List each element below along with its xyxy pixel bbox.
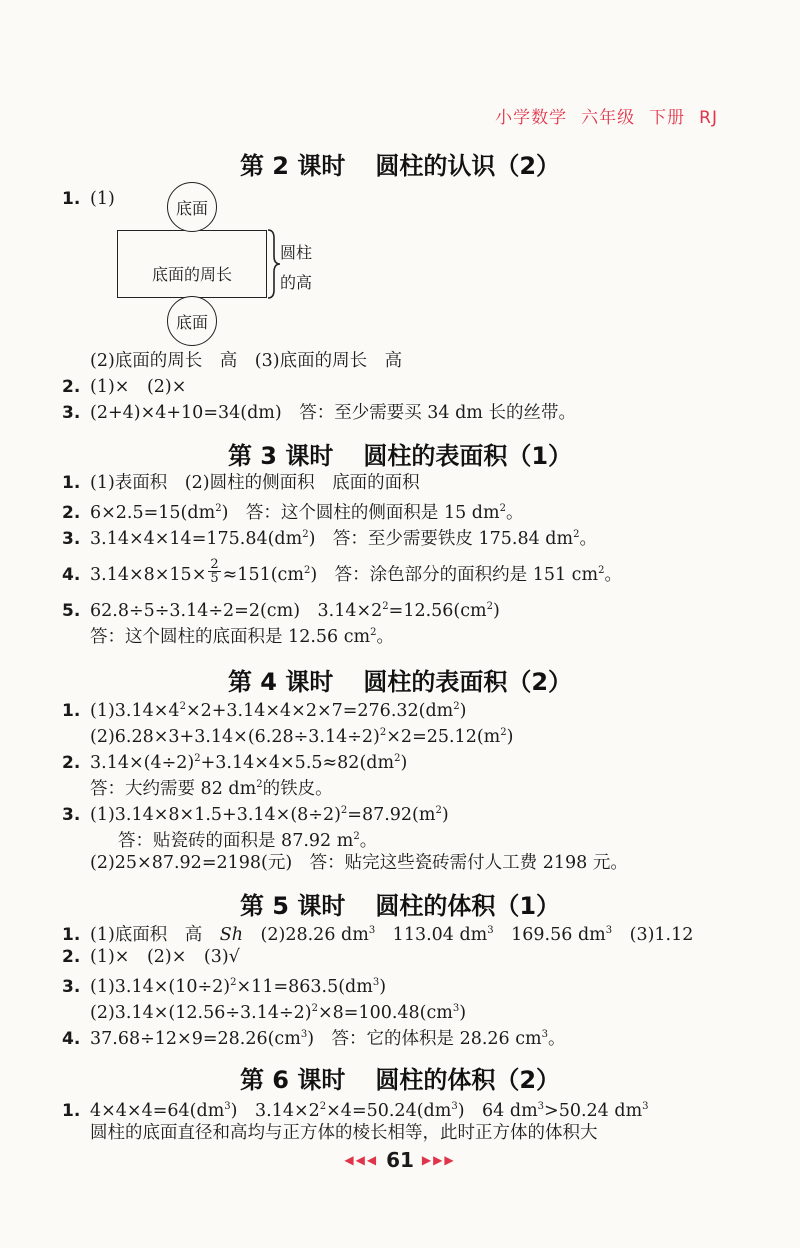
question-number: 5. xyxy=(62,601,81,621)
superscript: 2 xyxy=(353,831,360,842)
answer-text: (1)底面积 高 xyxy=(90,925,220,945)
answer-text: ) xyxy=(400,753,408,773)
superscript: 3 xyxy=(541,1029,549,1040)
superscript: 2 xyxy=(598,565,605,576)
superscript: 2 xyxy=(573,529,580,540)
answer-s3-q1 xyxy=(62,470,420,496)
lesson-number: 第 4 课时 xyxy=(227,668,334,696)
question-number: 4. xyxy=(62,565,81,585)
circle-label: 底面 xyxy=(175,312,208,332)
superscript: 3 xyxy=(372,977,380,988)
answer-s2-q1-b xyxy=(90,348,402,374)
superscript: 2 xyxy=(453,701,460,712)
question-number: 3. xyxy=(62,977,81,997)
superscript: 3 xyxy=(487,925,494,936)
answer-text: ) xyxy=(379,977,387,997)
superscript: 2 xyxy=(379,727,387,738)
superscript: 2 xyxy=(256,779,263,790)
answer-text: (1)× (2)× (3)√ xyxy=(90,947,240,967)
answer-text: ) xyxy=(459,701,467,721)
answer-text: 37.68÷12×9=28.26(cm xyxy=(90,1029,301,1049)
answer-text: 4×4×4=64(dm xyxy=(90,1101,225,1121)
answer-text: ) 3.14×2 xyxy=(230,1101,320,1121)
numerator: 2 xyxy=(210,557,219,572)
answer-text: 。 xyxy=(579,529,597,549)
superscript: 2 xyxy=(435,805,442,816)
answer-text: (2+4)×4+10=34(dm) 答：至少需要买 34 dm 长的丝带。 xyxy=(90,403,576,423)
answer-text: (1)3.14×(10÷2) xyxy=(90,977,231,997)
section-title-lesson-2 xyxy=(0,146,800,181)
lesson-number: 第 6 课时 xyxy=(239,1066,346,1094)
section-title-lesson-3 xyxy=(0,436,800,471)
answer-text: ×8=100.48(cm xyxy=(317,1003,453,1023)
superscript: 3 xyxy=(537,1101,545,1112)
answer-text: 答：大约需要 82 dm xyxy=(90,779,257,799)
answer-text: 答：贴瓷砖的面积是 87.92 m xyxy=(118,831,354,851)
answer-text: (1)3.14×8×1.5+3.14×(8÷2) xyxy=(90,805,341,825)
bottom-base-circle xyxy=(167,296,217,346)
formula-sh: Sh xyxy=(219,925,244,945)
superscript: 3 xyxy=(642,1101,649,1112)
superscript: 3 xyxy=(224,1101,231,1112)
answer-text: 6×2.5=15(dm xyxy=(90,503,216,523)
superscript: 2 xyxy=(319,1101,327,1112)
header-edition: RJ xyxy=(699,108,718,128)
answer-s6-q1-b xyxy=(90,1120,598,1146)
answer-s3-q4 xyxy=(62,558,622,589)
lesson-topic: 圆柱的认识（2） xyxy=(375,152,561,180)
superscript: 2 xyxy=(486,601,494,612)
answer-text: =87.92(m xyxy=(347,805,436,825)
question-number: 1. xyxy=(62,701,81,721)
question-number: 1. xyxy=(62,1101,81,1121)
question-number: 2. xyxy=(62,753,81,773)
rect-label: 底面的周长 xyxy=(151,264,232,284)
answer-text: 。 xyxy=(604,565,622,585)
header-subject: 小学数学 xyxy=(495,108,568,128)
header-grade: 六年级 xyxy=(581,108,636,128)
header-volume: 下册 xyxy=(649,108,686,128)
answer-text: (2)25×87.92=2198(元) 答：贴完这些瓷砖需付人工费 2198 元。 xyxy=(90,853,628,873)
answer-s4-q3b xyxy=(90,850,628,876)
section-title-lesson-4 xyxy=(0,662,800,697)
answer-s3-q5-ans xyxy=(90,620,394,650)
answer-text: ×2+3.14×4×2×7=276.32(dm xyxy=(185,701,454,721)
answer-text: 。 xyxy=(376,627,394,647)
superscript: 3 xyxy=(300,1029,308,1040)
superscript: 2 xyxy=(500,727,507,738)
answer-text: 113.04 dm xyxy=(375,925,488,945)
question-number: 2. xyxy=(62,947,81,967)
answer-text: (2)6.28×3+3.14×(6.28÷3.14÷2) xyxy=(90,727,380,747)
superscript: 3 xyxy=(452,1003,460,1014)
answer-text: (1)3.14×4 xyxy=(90,701,180,721)
answer-text: 3.14×4×14=175.84(dm xyxy=(90,529,303,549)
answer-text: (2)3.14×(12.56÷3.14÷2) xyxy=(90,1003,312,1023)
answer-text: (3)1.12 xyxy=(612,925,694,945)
superscript: 2 xyxy=(194,753,201,764)
question-number: 1. xyxy=(62,189,81,209)
answer-text: ) 答：至少需要铁皮 175.84 dm xyxy=(308,529,574,549)
question-number: 2. xyxy=(62,377,81,397)
answer-text: =12.56(cm xyxy=(388,601,487,621)
answer-s2-q3 xyxy=(62,400,576,426)
answer-text: (1)表面积 (2)圆柱的侧面积 底面的面积 xyxy=(90,473,420,493)
answer-s2-q2 xyxy=(62,374,186,400)
answer-text: ) xyxy=(506,727,514,747)
answer-text: ) 答：它的体积是 28.26 cm xyxy=(307,1029,542,1049)
superscript: 2 xyxy=(215,503,222,514)
superscript: 2 xyxy=(370,627,377,638)
answer-text: ×11=863.5(dm xyxy=(236,977,373,997)
answer-text: 62.8÷5÷3.14÷2=2(cm) 3.14×2 xyxy=(90,601,383,621)
superscript: 2 xyxy=(302,529,309,540)
superscript: 2 xyxy=(340,805,348,816)
question-number: 3. xyxy=(62,529,81,549)
lesson-number: 第 5 课时 xyxy=(239,892,346,920)
question-number: 4. xyxy=(62,1029,81,1049)
answer-text: 3.14×8×15× xyxy=(90,565,207,585)
answer-s5-q4 xyxy=(62,1022,566,1052)
height-label-line2: 的高 xyxy=(280,273,313,292)
right-arrows-icon: ▶▶▶ xyxy=(421,1153,456,1167)
answer-text: 圆柱的底面直径和高均与正方体的棱长相等，此时正方体的体积大 xyxy=(90,1123,598,1143)
book-header xyxy=(481,103,718,128)
denominator: 5 xyxy=(210,571,219,586)
lateral-rectangle xyxy=(117,230,267,298)
answer-text: (2)底面的周长 高 (3)底面的周长 高 xyxy=(90,351,403,371)
superscript: 3 xyxy=(451,1101,458,1112)
question-number: 1. xyxy=(62,473,81,493)
superscript: 2 xyxy=(179,701,186,712)
superscript: 3 xyxy=(605,925,613,936)
answer-s3-q3 xyxy=(62,522,597,552)
superscript: 2 xyxy=(394,753,401,764)
lesson-topic: 圆柱的体积（1） xyxy=(375,892,561,920)
answer-s2-q1 xyxy=(62,186,115,212)
answer-text: ) 64 dm xyxy=(457,1101,538,1121)
top-base-circle xyxy=(167,182,217,232)
answer-text: 答：这个圆柱的底面积是 12.56 cm xyxy=(90,627,371,647)
answer-text: 169.56 dm xyxy=(493,925,606,945)
superscript: 3 xyxy=(368,925,376,936)
superscript: 2 xyxy=(382,601,389,612)
page-number: 61 xyxy=(386,1148,414,1172)
answer-text: (1) xyxy=(90,189,115,209)
answer-text: 的铁皮。 xyxy=(262,779,333,799)
question-number: 1. xyxy=(62,925,81,945)
answer-s5-q2 xyxy=(62,944,240,970)
answer-text: 。 xyxy=(359,831,378,851)
superscript: 2 xyxy=(311,1003,318,1014)
answer-text: ) xyxy=(441,805,449,825)
answer-text: >50.24 dm xyxy=(544,1101,643,1121)
answer-text: ×2=25.12(m xyxy=(386,727,501,747)
answer-text: ) xyxy=(493,601,500,621)
answer-text: +3.14×4×5.5≈82(dm xyxy=(200,753,395,773)
question-number: 2. xyxy=(62,503,81,523)
answer-text: ≈151(cm xyxy=(222,565,304,585)
answer-text: ) xyxy=(459,1003,467,1023)
answer-text: 。 xyxy=(505,503,524,523)
answer-text: ×4=50.24(dm xyxy=(326,1101,452,1121)
page-number-footer xyxy=(0,1148,800,1172)
question-number: 3. xyxy=(62,403,81,423)
lesson-topic: 圆柱的表面积（1） xyxy=(363,442,573,470)
fraction xyxy=(208,558,220,585)
answer-text: 3.14×(4÷2) xyxy=(90,753,195,773)
answer-text: (1)× (2)× xyxy=(90,377,187,397)
height-label-line1: 圆柱 xyxy=(280,243,313,262)
answer-text: (2)28.26 dm xyxy=(243,925,369,945)
superscript: 2 xyxy=(303,565,311,576)
section-title-lesson-6 xyxy=(0,1060,800,1095)
answer-text: ) 答：涂色部分的面积约是 151 cm xyxy=(310,565,599,585)
lesson-number: 第 2 课时 xyxy=(239,152,346,180)
lesson-topic: 圆柱的体积（2） xyxy=(375,1066,561,1094)
circle-label: 底面 xyxy=(175,198,208,218)
superscript: 2 xyxy=(230,977,237,988)
answer-text: ) 答：这个圆柱的侧面积是 15 dm xyxy=(221,503,500,523)
question-number: 3. xyxy=(62,805,81,825)
left-arrows-icon: ◀◀◀ xyxy=(344,1153,379,1167)
superscript: 2 xyxy=(499,503,506,514)
answer-text: 。 xyxy=(548,1029,566,1049)
section-title-lesson-5 xyxy=(0,886,800,921)
lesson-number: 第 3 课时 xyxy=(227,442,334,470)
lesson-topic: 圆柱的表面积（2） xyxy=(363,668,573,696)
